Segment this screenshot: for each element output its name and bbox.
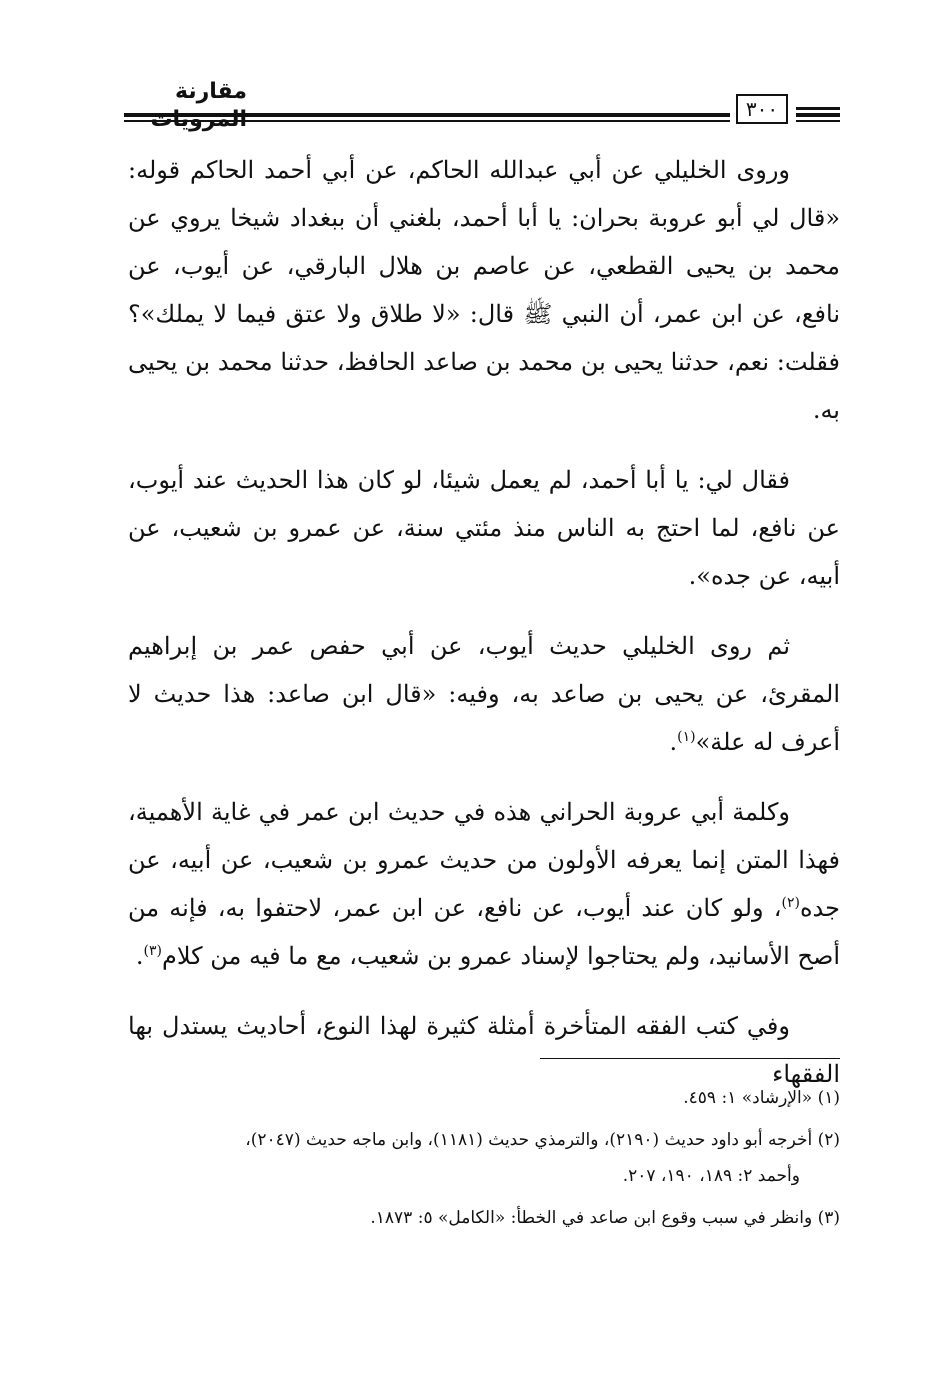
paragraph-4-end: . bbox=[135, 942, 144, 970]
paragraph-4 bbox=[128, 788, 840, 980]
paragraph-1: وروى الخليلي عن أبي عبدالله الحاكم، عن أبي أحمد الحاكم قوله: «قال لي أبو عروبة بحران: يا أبا أحمد، بلغني أن ببغداد شيخا يروي عن محمد بن يحيى القطعي، عن عاصم بن هلال البارقي، عن أيوب، عن نافع، عن ابن عمر، أن النبي ﷺ قال: «لا طلاق ولا عتق فيما لا يملك»؟ فقلت: نعم، حدثنا يحيى بن محمد بن صاعد الحافظ، حدثنا محمد بن يحيى به. bbox=[128, 156, 841, 424]
footnote-2-continuation: وأحمد ٢: ١٨٩، ١٩٠، ٢٠٧. bbox=[622, 1166, 800, 1186]
footnote-3: (٣) وانظر في سبب وقوع ابن صاعد في الخطأ: «الكامل» ٥: ١٨٧٣. bbox=[370, 1208, 840, 1228]
paragraph-4-text-b: ، ولو كان عند أيوب، عن نافع، عن ابن عمر، لاحتفوا به، فإنه من أصح الأسانيد، ولم يحتاجوا لإسناد عمرو بن شعيب، مع ما فيه من كلام bbox=[128, 894, 840, 970]
main-text bbox=[128, 146, 840, 1120]
paragraph-3-text: ثم روى الخليلي حديث أيوب، عن أبي حفص عمر بن إبراهيم المقرئ، عن يحيى بن صاعد به، وفيه: «قال ابن صاعد: هذا حديث لا أعرف له علة» bbox=[128, 632, 840, 756]
footnote-1: (١) «الإرشاد» ١: ٤٥٩. bbox=[683, 1088, 840, 1108]
footnote-2-text: (٢) أخرجه أبو داود حديث (٢١٩٠)، والترمذي حديث (١١٨١)، وابن ماجه حديث (٢٠٤٧)، bbox=[245, 1130, 840, 1150]
header-mark-line bbox=[796, 107, 840, 110]
footnote-separator bbox=[540, 1058, 840, 1059]
footnote-ref-1: (١) bbox=[677, 729, 696, 745]
footnote-ref-2: (٢) bbox=[781, 895, 800, 911]
footnotes bbox=[128, 1080, 840, 1242]
paragraph-3-end: . bbox=[669, 728, 678, 756]
paragraph-3 bbox=[128, 622, 840, 766]
paragraph-2: فقال لي: يا أبا أحمد، لم يعمل شيئا، لو كان هذا الحديث عند أيوب، عن نافع، لما احتج به الناس منذ مئتي سنة، عن عمرو بن شعيب، عن أبيه، عن جده». bbox=[128, 466, 840, 590]
page-number: ٣٠٠ bbox=[736, 94, 788, 124]
footnote-2 bbox=[128, 1122, 840, 1194]
running-title: مقارنة bbox=[175, 79, 247, 104]
header-mark-line bbox=[796, 113, 840, 117]
footnote-ref-3: (٣) bbox=[143, 943, 162, 959]
paragraph-4-text-a: وكلمة أبي عروبة الحراني هذه في حديث ابن عمر في غاية الأهمية، فهذا المتن إنما يعرفه الأولون من حديث عمرو بن شعيب، عن أبيه، عن جده bbox=[128, 798, 840, 922]
header-rule-thick bbox=[124, 113, 730, 117]
paragraph-5: وفي كتب الفقه المتأخرة أمثلة كثيرة لهذا النوع، أحاديث يستدل بها الفقهاء bbox=[128, 1012, 840, 1088]
header-mark-line bbox=[796, 120, 840, 122]
header-rule-thin bbox=[124, 120, 730, 122]
